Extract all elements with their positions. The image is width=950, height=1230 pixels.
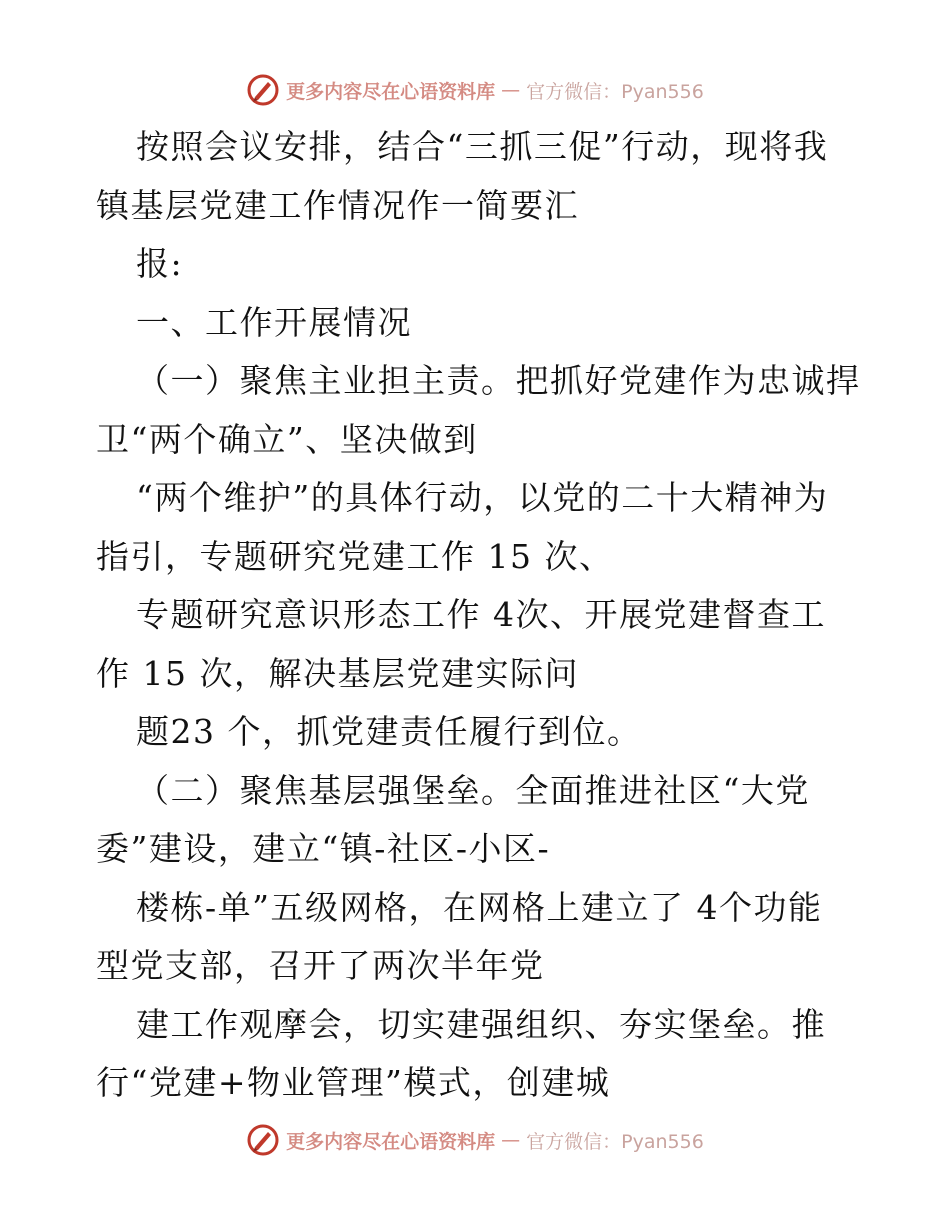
text-line-9: 专题研究意识形态工作 4次、开展党建督查工 (136, 595, 826, 634)
text-line-16: 建工作观摩会，切实建强组织、夯实堡垒。推 (136, 1004, 826, 1044)
logo-icon (246, 73, 280, 107)
watermark-dash: — (501, 79, 521, 101)
document-body (96, 118, 866, 1113)
header-watermark (0, 70, 950, 110)
logo-icon (246, 1123, 280, 1157)
text-line-6: 卫“两个确立”、坚决做到 (96, 419, 478, 459)
watermark-dash: — (501, 1129, 521, 1151)
text-line-5: （一）聚焦主业担主责。把抓好党建作为忠诚捍 (136, 361, 861, 400)
text-line-2: 镇基层党建工作情况作一简要汇 (96, 185, 579, 225)
watermark-main-text: 更多内容尽在心语资料库 (286, 1130, 496, 1153)
text-line-14: 楼栋-单”五级网格，在网格上建立了 4个功能 (136, 887, 823, 927)
text-line-17: 行“党建+物业管理”模式，创建城 (96, 1063, 611, 1102)
text-line-7: “两个维护”的具体行动，以党的二十大精神为 (136, 478, 829, 517)
watermark-main-text: 更多内容尽在心语资料库 (286, 80, 496, 103)
section-heading: 一、工作开展情况 (136, 302, 412, 342)
text-line-13: 委”建设，建立“镇-社区-小区- (96, 829, 551, 868)
footer-watermark (0, 1120, 950, 1160)
text-line-12: （二）聚焦基层强堡垒。全面推进社区“大党 (136, 770, 810, 810)
watermark-wechat-text: 官方微信：Pyan556 (526, 80, 704, 103)
text-line-11: 题23 个，抓党建责任履行到位。 (136, 712, 642, 751)
watermark-wechat-text: 官方微信：Pyan556 (526, 1130, 704, 1153)
text-line-1: 按照会议安排，结合“三抓三促”行动，现将我 (136, 127, 829, 166)
text-line-3: 报: (136, 244, 184, 283)
text-line-15: 型党支部，召开了两次半年党 (96, 946, 545, 985)
text-line-10: 作 15 次，解决基层党建实际问 (96, 653, 579, 693)
text-line-8: 指引，专题研究党建工作 15 次、 (96, 536, 614, 576)
